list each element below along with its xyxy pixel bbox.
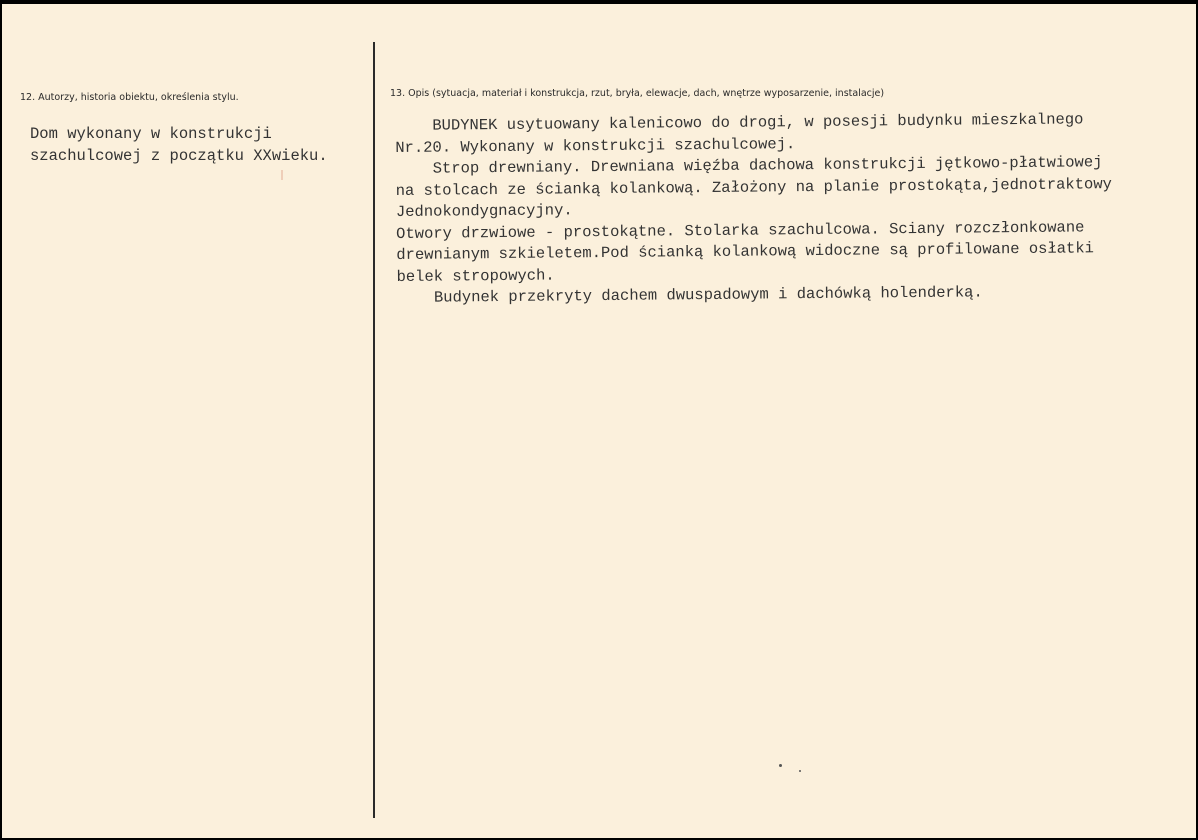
section-12-heading: 12. Autorzy, historia obiektu, określenia stylu. bbox=[20, 92, 239, 103]
section-12-line: szachulcowej z początku XXwieku. bbox=[30, 146, 328, 165]
section-13-line: belek stropowych. bbox=[396, 265, 555, 286]
paper-speck bbox=[779, 764, 782, 767]
section-13-line: Strop drewniany. Drewniana więźba dachowa konstrukcji jętkowo-płatwiowej bbox=[395, 153, 1103, 178]
section-12-text bbox=[30, 124, 328, 167]
section-13-heading: 13. Opis (sytuacja, materiał i konstrukcja, rzut, bryła, elewacje, dach, wnętrze wyposarzenie, instalacje) bbox=[390, 88, 885, 99]
section-13-line: Nr.20. Wykonany w konstrukcji szachulcowej. bbox=[395, 134, 796, 157]
section-13-text bbox=[395, 109, 1113, 309]
section-13-line: Budynek przekryty dachem dwuspadowym i dachówką holenderką. bbox=[396, 283, 983, 307]
section-13-line: BUDYNEK usytuowany kalenicowo do drogi, w posesji budynku mieszkalnego bbox=[395, 110, 1084, 135]
section-13-line: Jednokondygnacyjny. bbox=[395, 201, 573, 221]
section-13-line: drewnianym szkieletem.Pod ścianką kolankową widoczne są profilowane osłatki bbox=[396, 239, 1095, 264]
paper-speck bbox=[799, 770, 801, 772]
section-13-line: na stolcach ze ścianką kolankową. Założony na planie prostokąta,jednotraktowy bbox=[395, 174, 1112, 200]
section-12-line: Dom wykonany w konstrukcji bbox=[30, 125, 272, 143]
column-divider bbox=[373, 42, 375, 818]
record-card bbox=[2, 4, 1196, 838]
section-13-line: Otwory drzwiowe - prostokątne. Stolarka szachulcowa. Sciany rozczłonkowane bbox=[396, 217, 1085, 243]
paper-mark bbox=[281, 170, 283, 180]
